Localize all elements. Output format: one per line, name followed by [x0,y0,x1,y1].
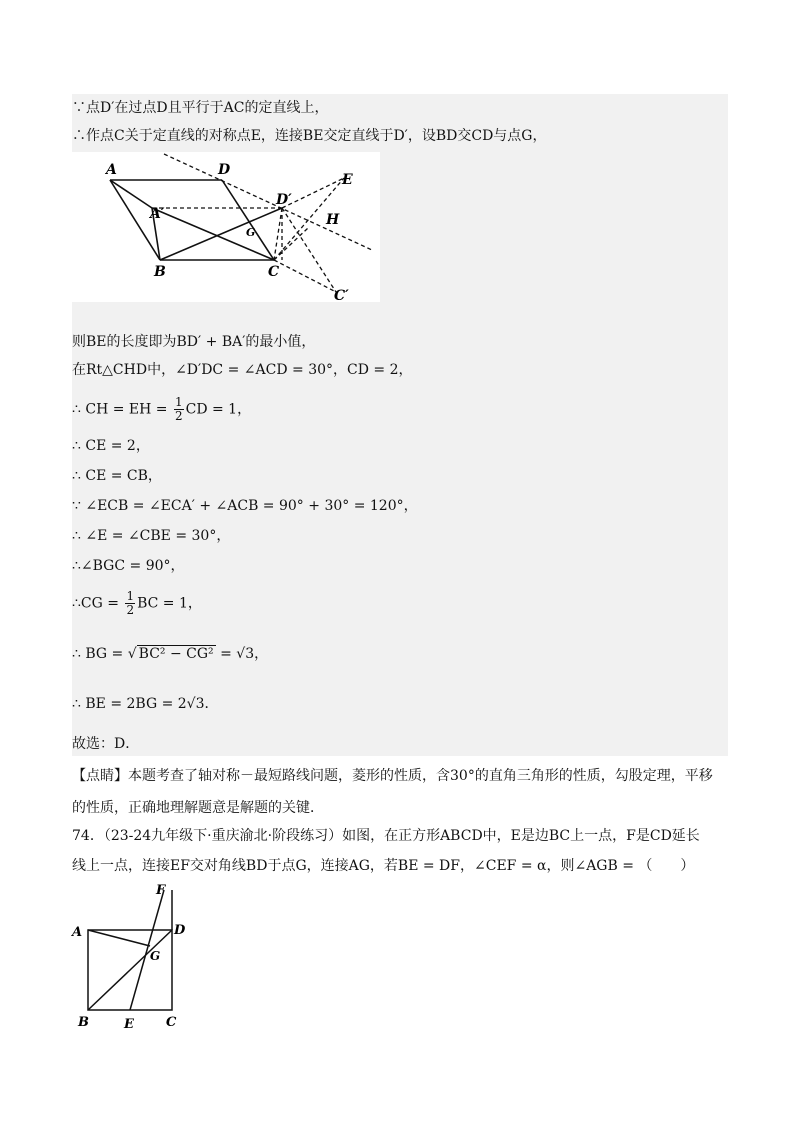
text-line-6: ∴ CE = 2， [72,438,150,454]
line12-prefix: ∴ BG = √ [72,646,137,662]
rhombus-figure [72,152,380,302]
fig1-label-H: H [326,212,340,228]
fig2-label-C: C [166,1015,177,1030]
text-line-3: 则BE的长度即为BD′ + BA′的最小值， [72,334,316,350]
fig2-label-A: A [72,925,83,940]
fig1-label-B: B [154,264,166,280]
text-line-11 [72,590,202,617]
square-figure [68,880,198,1032]
fraction-half-2 [125,590,135,617]
fig1-label-A: A [106,162,117,178]
fraction-half [174,396,184,423]
fig1-label-Dprime: D′ [276,192,292,208]
line5-prefix: ∴ CH = EH = [72,401,172,418]
text-line-13: ∴ BE = 2BG = 2√3． [72,696,219,712]
fig2-label-F: F [156,883,166,898]
line11-prefix: ∴CG = [72,595,124,612]
question-74-line-2: 线上一点，连接EF交对角线BD于点G，连接AG，若BE = DF，∠CEF = α，则∠AGB = （ ） [72,858,695,874]
text-line-12 [72,644,268,664]
fraction-denominator: 2 [174,409,183,423]
text-line-2: ∴作点C关于定直线的对称点E，连接BE交定直线于D′，设BD交CD与点G， [72,128,547,144]
radicand: BC² − CG² [138,646,214,662]
fig1-label-D: D [218,162,231,178]
question-74-line-1: 74．（23-24九年级下·重庆渝北·阶段练习）如图，在正方形ABCD中，E是边BC上一点，F是CD延长 [72,828,700,844]
rhombus-diagram [72,152,380,302]
fig1-label-Aprime: A′ [150,206,165,222]
fig2-label-D: D [174,923,186,938]
text-line-4: 在Rt△CHD中，∠D′DC = ∠ACD = 30°，CD = 2， [72,362,413,378]
text-line-15: 【点睛】本题考查了轴对称－最短路线问题，菱形的性质，含30°的直角三角形的性质，勾股定理，平移 [72,768,713,784]
line12-suffix: = √3， [215,646,269,662]
text-line-10: ∴∠BGC = 90°， [72,558,185,574]
text-line-9: ∴ ∠E = ∠CBE = 30°， [72,528,231,544]
text-line-8: ∵ ∠ECB = ∠ECA′ + ∠ACB = 90° + 30° = 120°， [72,498,418,514]
fig1-label-E: E [342,172,353,188]
text-line-7: ∴ CE = CB， [72,468,162,484]
fig1-label-Cprime: C′ [334,288,349,302]
fraction-denominator-2: 2 [126,603,135,617]
line11-suffix: BC = 1， [137,595,202,612]
fig2-label-B: B [78,1015,89,1030]
fraction-numerator-2: 1 [126,589,135,603]
text-line-16: 的性质，正确地理解题意是解题的关键． [72,800,324,816]
fig1-label-G: G [246,226,256,239]
text-line-14: 故选：D． [72,736,140,752]
square-diagram [68,880,198,1032]
fig2-label-E: E [124,1017,134,1032]
line5-suffix: CD = 1， [185,401,252,418]
fig1-label-C: C [268,264,280,280]
text-line-5 [72,396,251,423]
fig2-label-G: G [150,949,161,963]
text-line-1: ∵点D′在过点D且平行于AC的定直线上， [72,100,329,116]
fraction-numerator: 1 [174,395,183,409]
